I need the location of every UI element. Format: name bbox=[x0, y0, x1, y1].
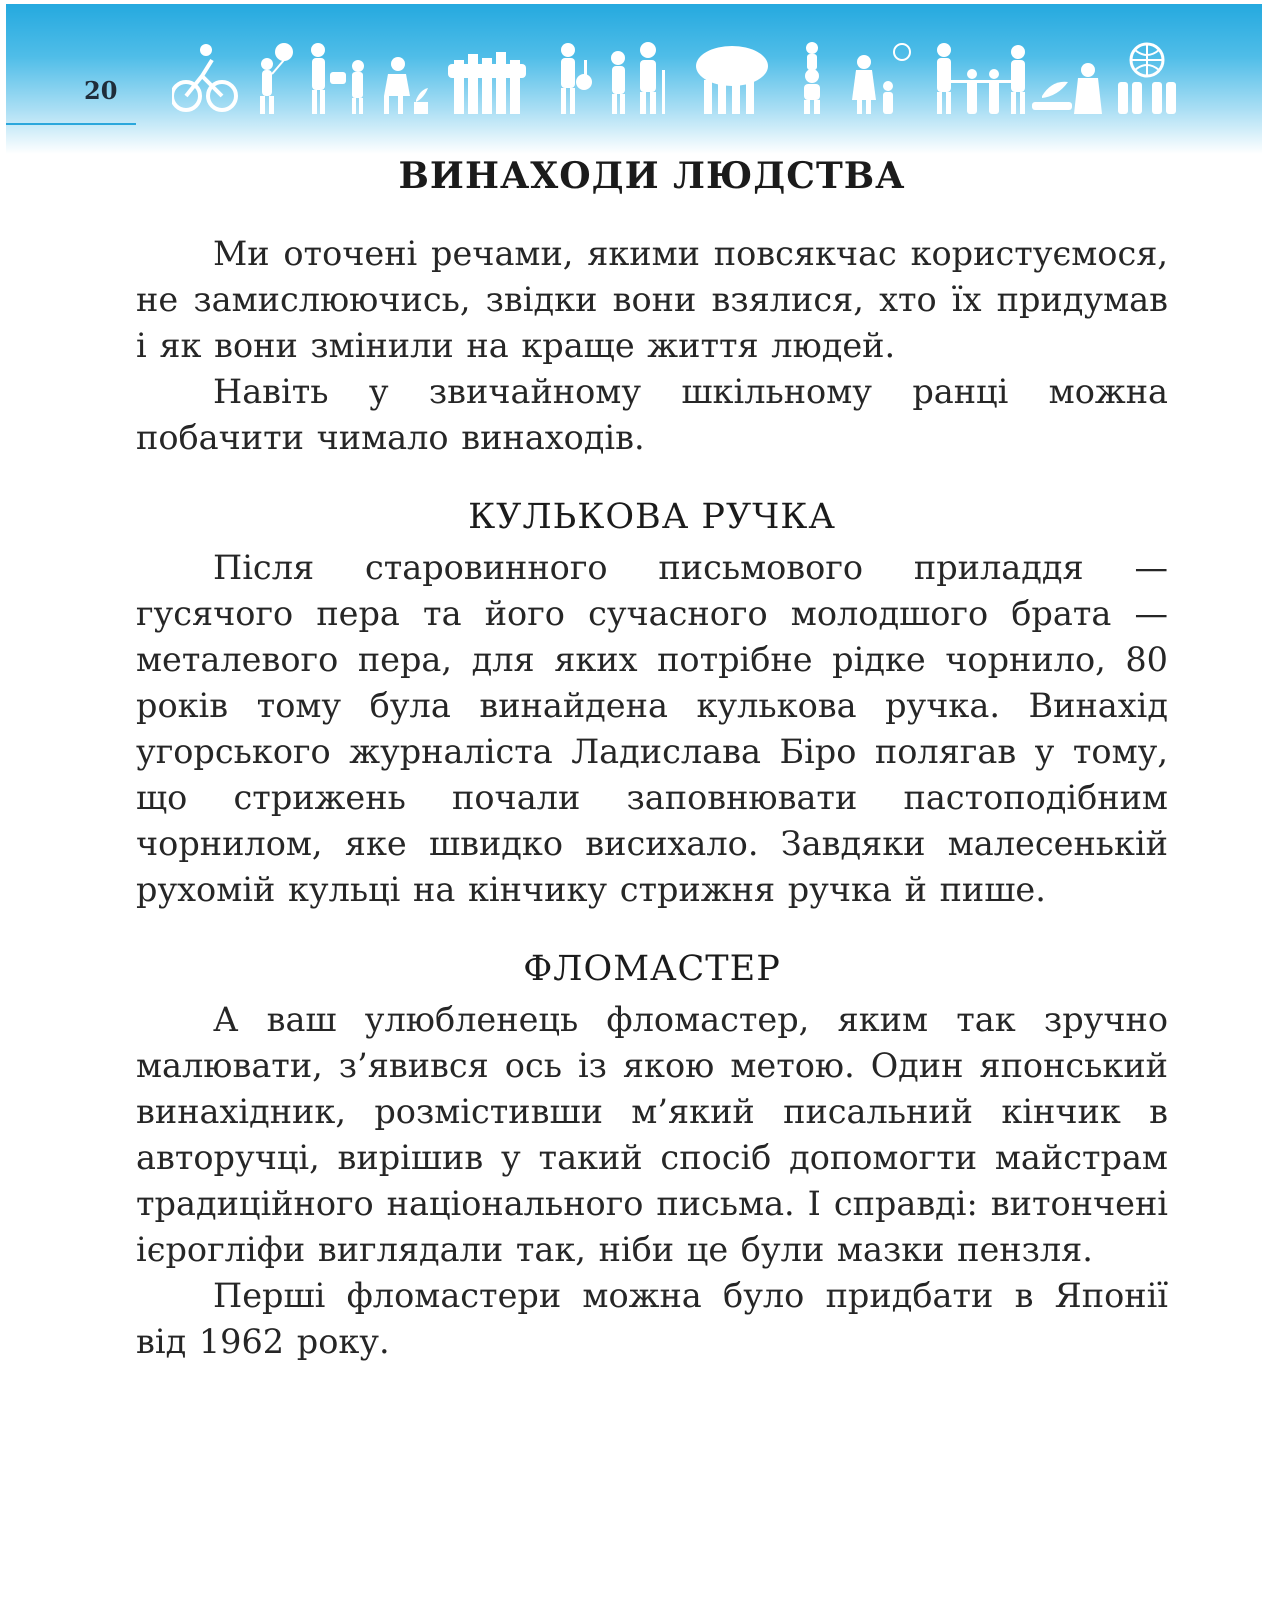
cyclist-icon bbox=[172, 44, 236, 110]
family-holding-hands-icon bbox=[937, 43, 1025, 114]
article bbox=[136, 150, 1168, 1365]
page-title: ВИНАХОДИ ЛЮДСТВА bbox=[398, 155, 906, 197]
header-icon-strip bbox=[172, 40, 1182, 116]
section-paragraph: Після старовинного письмового приладдя — гусячого пера та його сучасного молодшого брата — металевого пера, для яких потрібне рідке чорнило, 80 років тому була винайдена кулькова ручка. Винахід угорського журналіста Ладислава Біро полягав у тому, що стрижень почали заповнювати пастоподібним чорнилом, яке швидко висихало. Завдяки малесенькій рухомій кульці на кінчику стрижня ручка й пише. bbox=[136, 548, 1168, 909]
tree-canopy-icon bbox=[696, 46, 768, 114]
helping-elderly-icon bbox=[611, 42, 665, 114]
section-heading-marker: ФЛОМАСТЕР bbox=[523, 949, 781, 989]
section-heading-ballpoint-pen: КУЛЬКОВА РУЧКА bbox=[468, 497, 836, 537]
musician-icon bbox=[561, 43, 592, 114]
page-number: 20 bbox=[84, 76, 118, 105]
section-paragraph: А ваш улюбленець фломастер, яким так зручно малювати, з’явився ось із якою метою. Один японський винахідник, розмістивши м’який писальний кінчик в авторучці, вирішив у такий спосіб допомогти майстрам традиційного національного письма. І справді: витончені ієрогліфи виглядали так, ніби це були мазки пензля. bbox=[136, 1000, 1168, 1269]
child-with-balloon-icon bbox=[260, 43, 293, 114]
child-planting-icon bbox=[384, 57, 428, 114]
intro-paragraph: Навіть у звичайному шкільному ранці можна побачити чимало винаходів. bbox=[136, 372, 1168, 457]
intro-paragraph: Ми оточені речами, якими повсякчас користуємося, не замислюючись, звідки вони взялися, хто їх придумав і як вони змінили на краще життя людей. bbox=[136, 234, 1168, 365]
child-on-shoulders-icon bbox=[804, 42, 820, 114]
gardener-icon bbox=[311, 43, 364, 114]
globe-with-people-icon bbox=[1118, 44, 1176, 114]
page-number-underline bbox=[6, 123, 136, 125]
planting-sprout-icon bbox=[1032, 63, 1102, 114]
section-paragraph: Перші фломастери можна було придбати в Японії від 1962 року. bbox=[136, 1276, 1168, 1361]
mother-with-child-icon bbox=[852, 44, 910, 114]
crowd-raising-hands-icon bbox=[448, 52, 526, 114]
